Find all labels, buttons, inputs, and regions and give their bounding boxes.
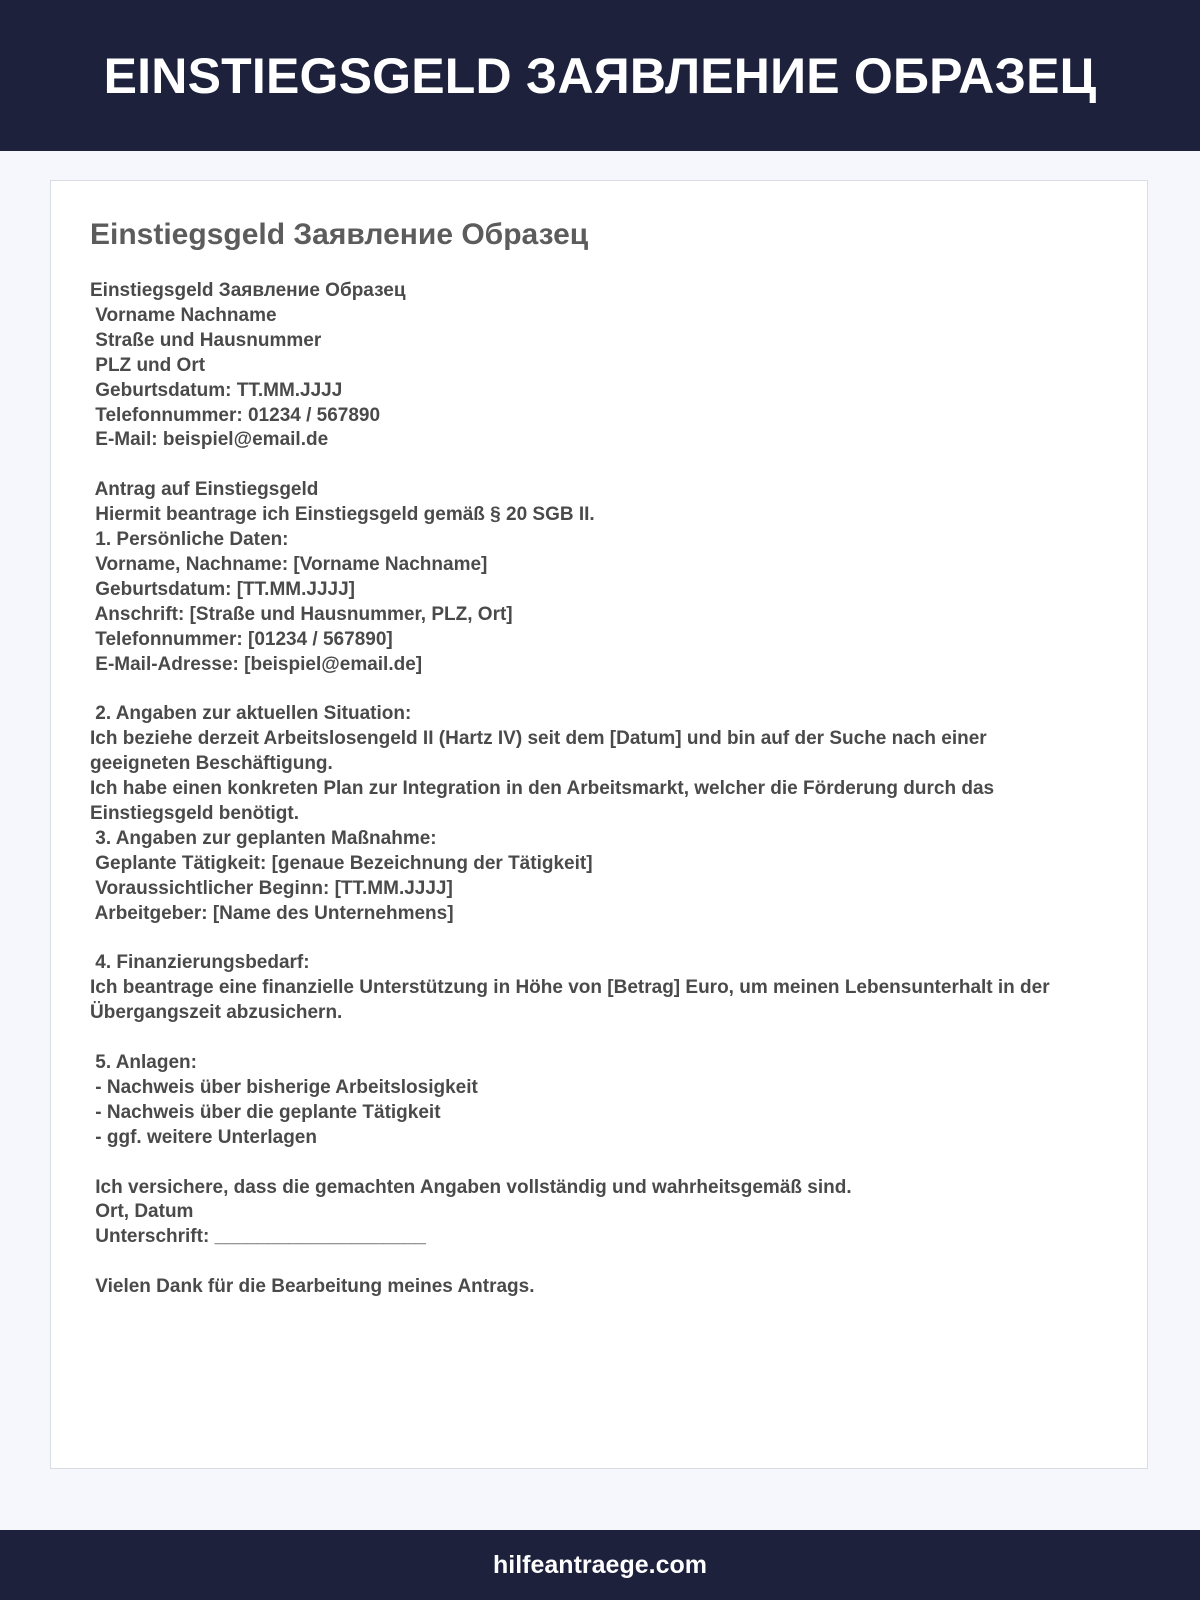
- text-line: Geburtsdatum: [TT.MM.JJJJ]: [90, 578, 355, 600]
- site-name: hilfeantraege.com: [493, 1550, 707, 1579]
- text-line: Vorname, Nachname: [Vorname Nachname]: [90, 553, 488, 575]
- text-line: Vielen Dank für die Bearbeitung meines Antrags.: [90, 1276, 535, 1298]
- list-item: - Nachweis über bisherige Arbeitslosigkeit: [90, 1076, 478, 1098]
- document-body: [90, 279, 1090, 1300]
- blank-line: [90, 1250, 1090, 1275]
- signature-line: Unterschrift: ____________________: [90, 1226, 426, 1248]
- text-line: Straße und Hausnummer: [90, 329, 322, 351]
- text-line: 3. Angaben zur geplanten Maßnahme:: [90, 827, 437, 849]
- text-line: Ort, Datum: [90, 1201, 194, 1223]
- text-paragraph: Ich habe einen konkreten Plan zur Integration in den Arbeitsmarkt, welcher die Förderung durch das Einstiegsgeld benötigt.: [90, 778, 995, 824]
- text-line: Hiermit beantrage ich Einstiegsgeld gemäß § 20 SGB II.: [90, 504, 595, 526]
- list-item: - ggf. weitere Unterlagen: [90, 1126, 317, 1148]
- text-line: Arbeitgeber: [Name des Unternehmens]: [90, 902, 454, 924]
- footer-banner: [0, 1530, 1200, 1600]
- blank-line: [90, 677, 1090, 702]
- document-heading: Einstiegsgeld Заявление Образец: [90, 218, 589, 251]
- blank-line: [90, 927, 1090, 952]
- blank-line: [90, 1026, 1090, 1051]
- page-title: EINSTIEGSGELD ЗАЯВЛЕНИЕ ОБРАЗЕЦ: [103, 47, 1097, 104]
- blank-line: [90, 453, 1090, 478]
- text-line: PLZ und Ort: [90, 354, 206, 376]
- text-line: 5. Anlagen:: [90, 1052, 197, 1074]
- text-line: Ich versichere, dass die gemachten Angaben vollständig und wahrheitsgemäß sind.: [90, 1176, 852, 1198]
- document-card: [50, 180, 1148, 1469]
- text-line: Voraussichtlicher Beginn: [TT.MM.JJJJ]: [90, 877, 453, 899]
- text-line: Antrag auf Einstiegsgeld: [90, 479, 319, 501]
- text-line: Einstiegsgeld Заявление Образец: [90, 280, 406, 301]
- text-line: Vorname Nachname: [90, 304, 277, 326]
- text-line: Anschrift: [Straße und Hausnummer, PLZ, Ort]: [90, 603, 513, 625]
- top-banner: [0, 0, 1200, 151]
- blank-line: [90, 1151, 1090, 1176]
- text-line: E-Mail-Adresse: [beispiel@email.de]: [90, 653, 423, 675]
- text-line: Telefonnummer: 01234 / 567890: [90, 404, 381, 426]
- text-line: Geplante Tätigkeit: [genaue Bezeichnung der Tätigkeit]: [90, 852, 593, 874]
- text-paragraph: Ich beziehe derzeit Arbeitslosengeld II (Hartz IV) seit dem [Datum] und bin auf der Suche nach einer geeigneten Beschäftigung.: [90, 728, 987, 775]
- text-line: 1. Persönliche Daten:: [90, 529, 289, 551]
- text-line: Telefonnummer: [01234 / 567890]: [90, 628, 393, 650]
- list-item: - Nachweis über die geplante Tätigkeit: [90, 1101, 441, 1123]
- text-line: Geburtsdatum: TT.MM.JJJJ: [90, 379, 343, 401]
- text-line: E-Mail: beispiel@email.de: [90, 429, 329, 451]
- text-paragraph: Ich beantrage eine finanzielle Unterstützung in Höhe von [Betrag] Euro, um meinen Lebensunterhalt in der Übergangszeit abzusichern.: [90, 977, 1050, 1024]
- text-line: 2. Angaben zur aktuellen Situation:: [90, 703, 412, 725]
- text-line: 4. Finanzierungsbedarf:: [90, 952, 310, 974]
